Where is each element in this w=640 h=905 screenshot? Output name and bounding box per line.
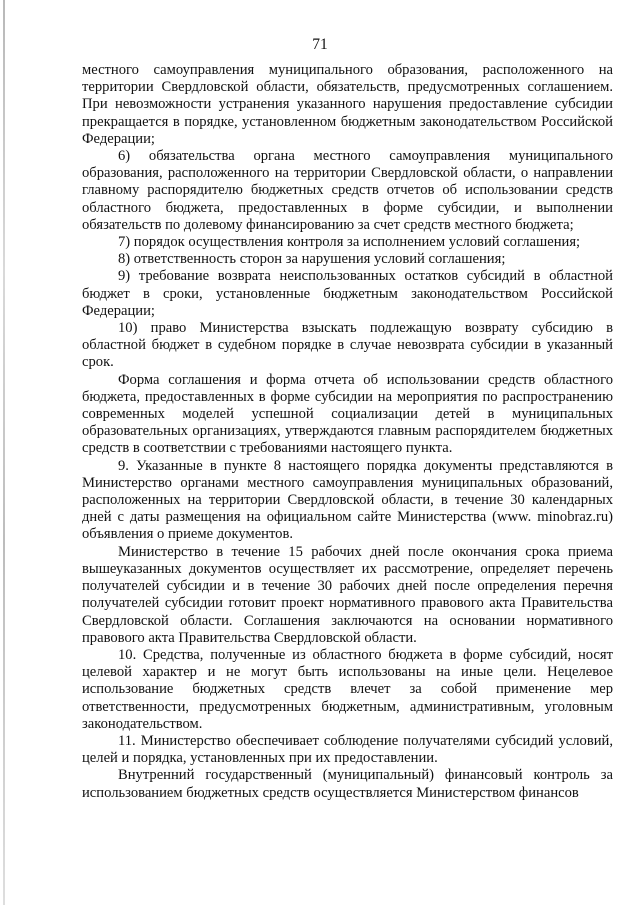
scan-edge-artifact <box>3 0 5 905</box>
paragraph-continuation: местного самоуправления муниципального образования, расположенного на территории Свердловской области, обязательств, предусмотренных соглашением. При невозможности устранения указанного нарушения предоставление субсидии прекращается в порядке, установленном бюджетным законодательством Российской Федерации; <box>82 62 613 147</box>
page-number: 71 <box>312 36 328 53</box>
paragraph-item-9: 9) требование возврата неиспользованных остатков субсидий в областной бюджет в сроки, установленные бюджетным законодательством Российской Федерации; <box>82 268 613 319</box>
paragraph-internal-control: Внутренний государственный (муниципальный) финансовый контроль за использованием бюджетных средств осуществляется Министерством финансов <box>82 767 613 801</box>
paragraph-ministry-review: Министерство в течение 15 рабочих дней после окончания срока приема вышеуказанных документов осуществляет их рассмотрение, определяет перечень получателей субсидии и в течение 30 рабочих дней после определения перечня получателей субсидии готовит проект нормативного правового акта Правительства Свердловской области. Соглашения заключаются на основании нормативного правового акта Правительства Свердловской области. <box>82 543 613 646</box>
paragraph-agreement-form: Форма соглашения и форма отчета об использовании средств областного бюджета, предоставленных в форме субсидии на мероприятия по распространению современных моделей успешной социализации детей в муниципальных образовательных организациях, утверждаются главным распорядителем бюджетных средств в соответствии с требованиями настоящего пункта. <box>82 371 613 457</box>
paragraph-item-10: 10) право Министерства взыскать подлежащую возврату субсидию в областной бюджет в судебном порядке в случае невозврата субсидии в указанный срок. <box>82 320 613 371</box>
document-body <box>82 62 613 802</box>
paragraph-section-11: 11. Министерство обеспечивает соблюдение получателями субсидий условий, целей и порядка, установленных при их предоставлении. <box>82 732 613 767</box>
paragraph-item-8: 8) ответственность сторон за нарушения условий соглашения; <box>118 251 506 268</box>
paragraph-item-7: 7) порядок осуществления контроля за исполнением условий соглашения; <box>118 234 581 251</box>
paragraph-item-6: 6) обязательства органа местного самоуправления муниципального образования, расположенного на территории Свердловской области, о направлении главному распорядителю бюджетных средств отчетов об использовании средств областного бюджета, предоставленных в форме субсидии, и выполнении обязательств по долевому финансированию за счет средств местного бюджета; <box>82 148 613 233</box>
paragraph-section-9: 9. Указанные в пункте 8 настоящего порядка документы представляются в Министерство органами местного самоуправления муниципальных образований, расположенных на территории Свердловской области, в течение 30 календарных дней с даты размещения на официальном сайте Министерства (www. minobraz.ru) объявления о приеме документов. <box>82 457 613 543</box>
paragraph-section-10: 10. Средства, полученные из областного бюджета в форме субсидий, носят целевой характер и не могут быть использованы на иные цели. Нецелевое использование бюджетных средств влечет за собой применение мер ответственности, предусмотренных бюджетным, административным, уголовным законодательством. <box>82 646 613 732</box>
